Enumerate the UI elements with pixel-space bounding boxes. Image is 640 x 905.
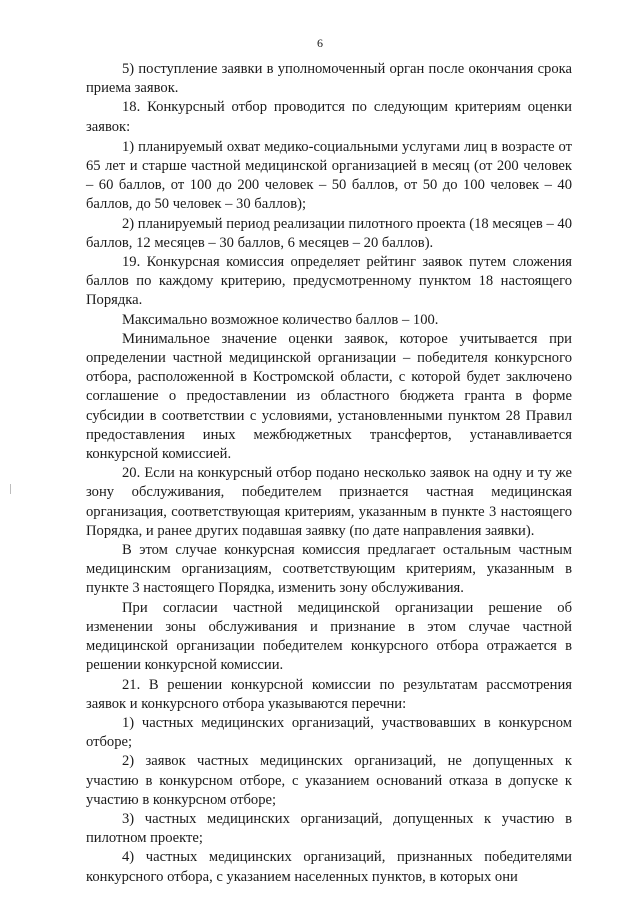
paragraph-zone-change-consent: При согласии частной медицинской организации решение об изменении зоны обслуживания и признание в этом случае частной медицинской организации победителем конкурсного отбора отражается в решении конкурсной комиссии. — [86, 599, 572, 674]
paragraph-section-21: 21. В решении конкурсной комиссии по результатам рассмотрения заявок и конкурсного отбора указываются перечни: — [86, 676, 572, 712]
paragraph-item-5: 5) поступление заявки в уполномоченный орган после окончания срока приема заявок. — [86, 61, 572, 97]
paragraph-zone-change-offer: В этом случае конкурсная комиссия предлагает остальным частным медицинским организациям, соответствующим критериям, указанным в пункте 3 настоящего Порядка, изменить зону обслуживания. — [86, 542, 572, 597]
paragraph-section-20: 20. Если на конкурсный отбор подано несколько заявок на одну и ту же зону обслуживания, победителем признается частная медицинская организация, соответствующая критериям, указанным в пункте 3 настоящего Порядка, и ранее других подавшая заявку (по дате направления заявки). — [86, 465, 572, 539]
paragraph-section-19: 19. Конкурсная комиссия определяет рейтинг заявок путем сложения баллов по каждому критерию, предусмотренному пунктом 18 настоящего Порядка. — [86, 254, 572, 309]
paragraph-section-18: 18. Конкурсный отбор проводится по следующим критериям оценки заявок: — [86, 99, 572, 135]
paragraph-list-admitted: 3) частных медицинских организаций, допущенных к участию в пилотном проекте; — [86, 810, 572, 847]
paragraph-list-participants: 1) частных медицинских организаций, участвовавших в конкурсном отборе; — [86, 714, 572, 751]
paragraph-criterion-1: 1) планируемый охват медико-социальными услугами лиц в возрасте от 65 лет и старше частной медицинской организацией в месяц (от 200 человек – 60 баллов, от 100 до 200 человек – 50 баллов, от 50 до 100 человек – 40 баллов, до 50 человек – 30 баллов); — [86, 138, 572, 213]
page-number: 6 — [317, 36, 323, 50]
paragraph-max-score: Максимально возможное количество баллов – 100. — [122, 311, 439, 328]
paragraph-criterion-2: 2) планируемый период реализации пилотного проекта (18 месяцев – 40 баллов, 12 месяцев – 30 баллов, 6 месяцев – 20 баллов). — [86, 215, 572, 251]
scan-margin-mark — [10, 484, 11, 494]
document-body — [86, 60, 572, 887]
paragraph-min-score: Минимальное значение оценки заявок, которое учитывается при определении частной медицинской организации – победителя конкурсного отбора, расположенной в Костромской области, с которой будет заключено соглашение о предоставлении из областного бюджета гранта в форме субсидии в соответствии с условиями, установленными пунктом 28 Правил предоставления иных межбюджетных трансфертов, устанавливается конкурсной комиссией. — [86, 330, 572, 463]
paragraph-list-winners: 4) частных медицинских организаций, признанных победителями конкурсного отбора, с указанием населенных пунктов, в которых они — [86, 849, 572, 885]
paragraph-list-rejected: 2) заявок частных медицинских организаций, не допущенных к участию в конкурсном отборе, с указанием оснований отказа в допуске к участию в конкурсном отборе; — [86, 753, 572, 808]
